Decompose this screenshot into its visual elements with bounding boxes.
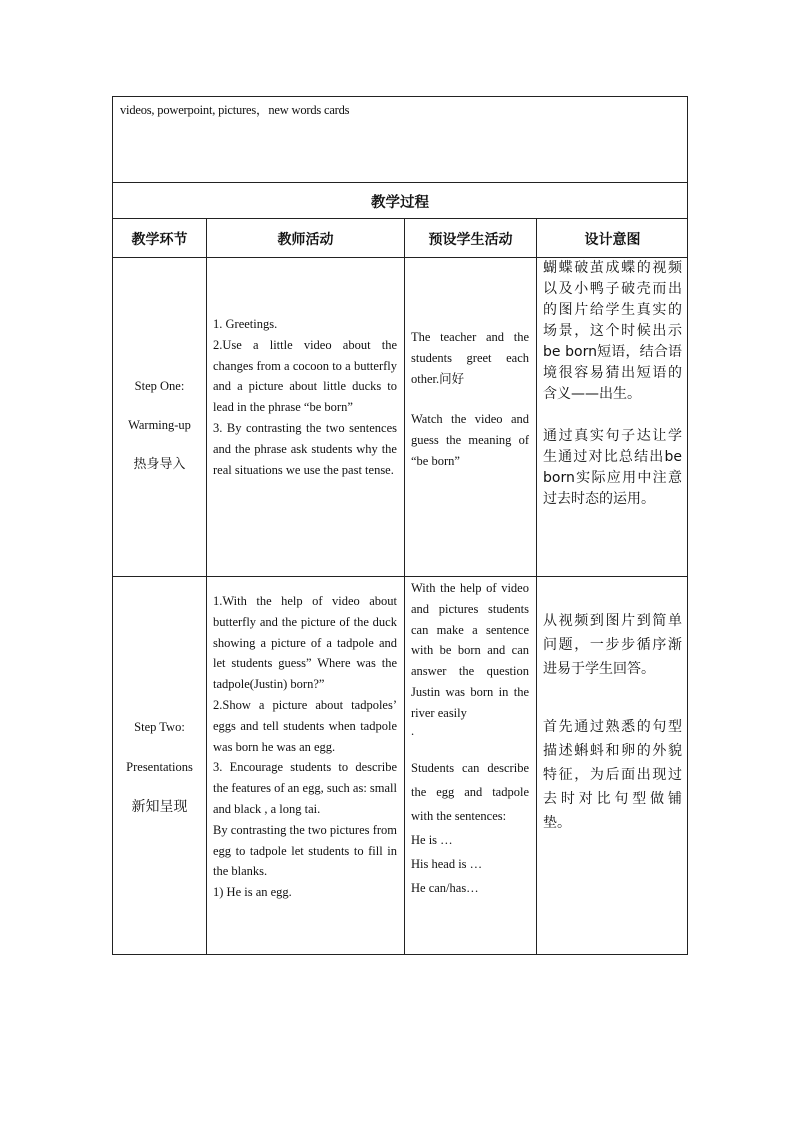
- student-item: He is …: [411, 832, 453, 847]
- step-name-zh: 新知呈现: [131, 799, 188, 815]
- student-item: The teacher and the students greet each other.问好: [411, 330, 529, 386]
- teacher-item: 1) He is an egg.: [213, 885, 292, 900]
- step-one-cell: [113, 367, 206, 484]
- student-item: His head is …: [411, 856, 483, 871]
- divider: [113, 182, 687, 183]
- teacher-item: 2.Show a picture about tadpoles’ eggs and tell students when tadpole was born he was an egg.: [213, 697, 397, 754]
- intent-item: 从视频到图片到简单问题，一步步循序渐进易于学生回答。: [543, 613, 682, 677]
- step-label: Step One:: [134, 379, 185, 393]
- teacher-item: 3. Encourage students to describe the features of an egg, such as: small and black , a long tai.: [213, 760, 397, 816]
- step-name: Warming-up: [128, 418, 191, 432]
- step-two-cell: [113, 707, 206, 827]
- teacher-item: By contrasting the two pictures from egg to tadpole let students to fill in the blanks.: [213, 822, 397, 879]
- step-name: Presentations: [126, 760, 193, 774]
- header-student-activity: 预设学生活动: [428, 232, 513, 248]
- design-intent-2: [543, 609, 682, 835]
- divider: [113, 218, 687, 219]
- student-item: .: [411, 723, 415, 738]
- lesson-plan-table: [112, 96, 688, 955]
- intent-item: 通过真实句子达让学生通过对比总结出be born实际应用中注意过去时态的运用。: [543, 428, 682, 507]
- header-design-intent: 设计意图: [584, 232, 641, 248]
- divider: [536, 218, 537, 954]
- step-name-zh: 热身导入: [133, 457, 186, 472]
- step-label: Step Two:: [134, 720, 185, 734]
- intent-item: 首先通过熟悉的句型描述蝌蚪和卵的外貌特征，为后面出现过去时对比句型做铺垫。: [543, 719, 682, 831]
- student-activity-2: [411, 578, 529, 900]
- student-item: Watch the video and guess the meaning of “be born”: [411, 412, 529, 468]
- teacher-activity-2: [213, 591, 397, 903]
- student-item: Students can describe the egg and tadpole with the sentences:: [411, 760, 529, 823]
- divider: [404, 218, 405, 954]
- teacher-item: 2.Use a little video about the changes from a cocoon to a butterfly and a picture about little ducks to lead in the phrase “be born”: [213, 337, 397, 415]
- teacher-item: 1.With the help of video about butterfly and the picture of the duck showing a picture of a tadpole and let students guess” Where was the tadpole(Justin) born?”: [213, 594, 397, 692]
- materials-text: videos, powerpoint, pictures，new words cards: [120, 103, 350, 117]
- divider: [113, 576, 687, 577]
- student-item: He can/has…: [411, 880, 479, 895]
- student-activity-1: [411, 327, 529, 472]
- divider: [206, 218, 207, 954]
- student-item: With the help of video and pictures students can make a sentence with be born and can answer the question Justin was born in the river easily: [411, 581, 529, 720]
- teacher-item: 1. Greetings.: [213, 317, 278, 331]
- header-stage: 教学环节: [131, 232, 188, 248]
- intent-item: 蝴蝶破茧成蝶的视频以及小鸭子破壳而出的图片给学生真实的场景，这个时候出示be born短语，结合语境很容易猜出短语的含义——出生。: [543, 260, 682, 402]
- teacher-item: 3. By contrasting the two sentences and the phrase ask students why the real situations we use the past tense.: [213, 420, 397, 477]
- header-teacher-activity: 教师活动: [277, 232, 334, 248]
- teacher-activity-1: [213, 314, 397, 480]
- section-title: 教学过程: [371, 195, 429, 211]
- design-intent-1: [543, 258, 682, 510]
